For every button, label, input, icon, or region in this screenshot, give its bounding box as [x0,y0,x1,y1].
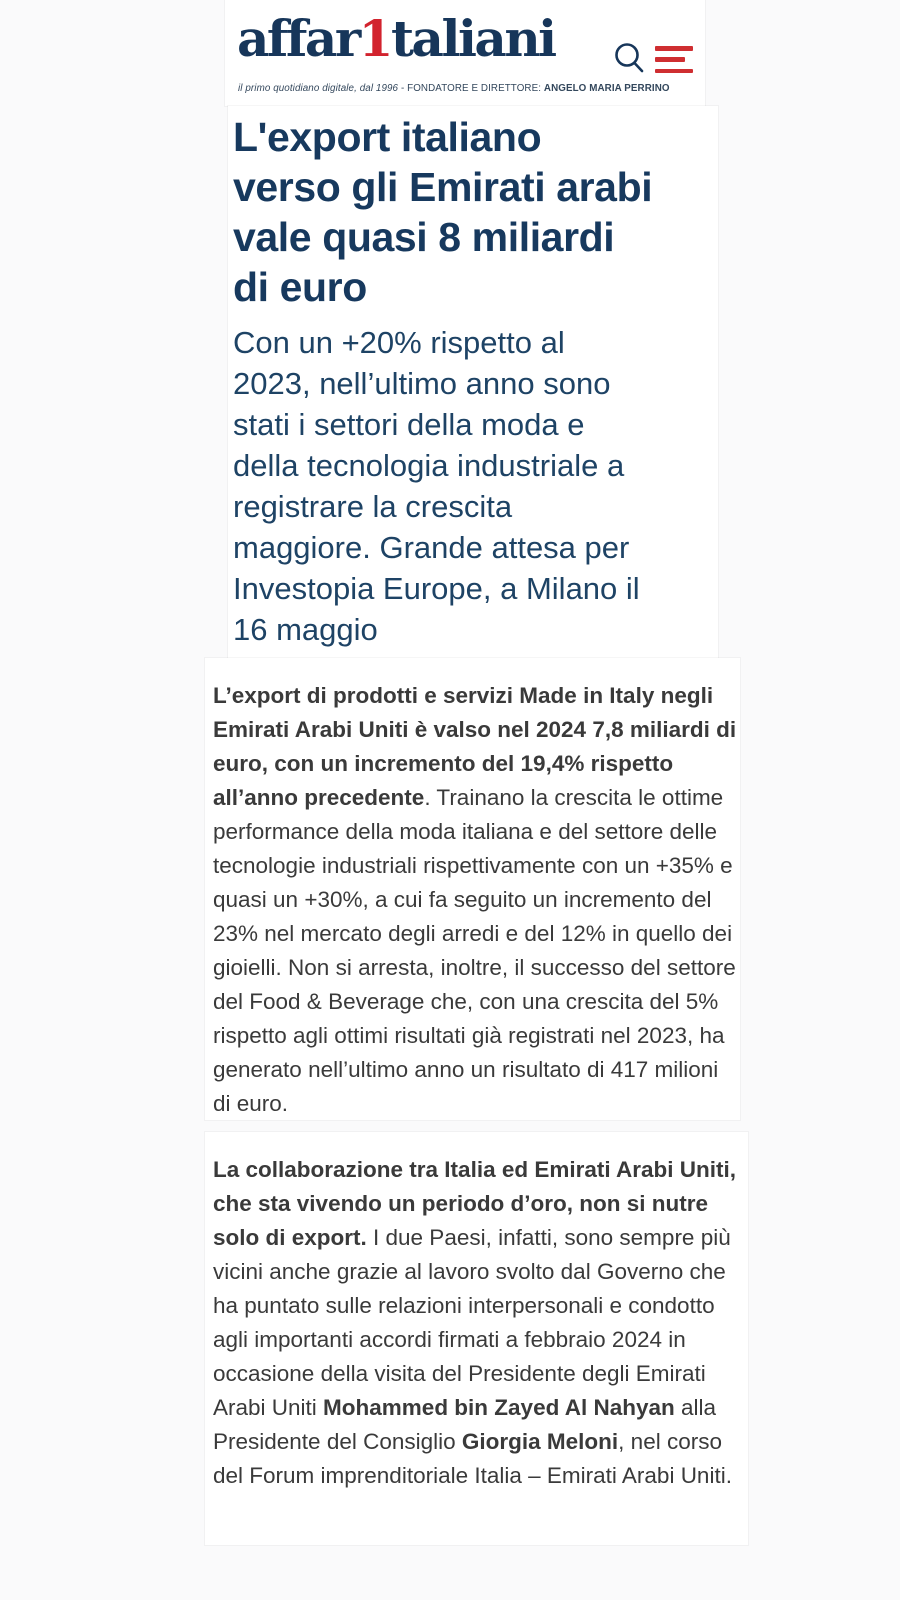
tagline-director-name: ANGELO MARIA PERRINO [543,83,670,94]
menu-bar-middle [655,57,685,62]
article-paragraph-card-2 [205,1132,748,1545]
search-icon [611,40,649,78]
logo-part-1: affar [237,9,359,68]
site-logo[interactable] [237,8,555,70]
article-header [228,106,718,658]
article-paragraph-card-1 [205,658,740,1120]
logo-part-2: taliani [390,9,555,68]
menu-bar-bottom [655,69,693,74]
menu-button[interactable] [655,46,693,73]
tagline-motto: il primo quotidiano digitale, dal 1996 [238,83,399,94]
article-paragraph-1: L’export di prodotti e servizi Made in Italy negli Emirati Arabi Uniti è valso nel 2024 7,8 miliardi di euro, con un incremento del 19,4% rispetto all’anno precedente. Trainano la crescita le ottime performance della moda italiana e del settore delle tecnologie industriali rispettivamente con un +35% e quasi un +30%, a cui fa seguito un incremento del 23% nel mercato degli arredi e del 12% in quello dei gioielli. Non si arresta, inoltre, il successo del settore del Food & Beverage che, con una crescita del 5% rispetto agli ottimi risultati già registrati nel 2023, ha generato nell’ultimo anno un risultato di 417 milioni di euro. [213,683,737,1116]
search-button[interactable] [611,40,649,78]
menu-bar-top [655,46,693,51]
hamburger-menu-icon [655,46,693,73]
site-header [225,0,705,106]
article-paragraph-2: La collaborazione tra Italia ed Emirati Arabi Uniti, che sta vivendo un periodo d’oro, non si nutre solo di export. I due Paesi, infatti, sono sempre più vicini anche grazie al lavoro svolto dal Governo che ha puntato sulle relazioni interpersonali e condotto agli importanti accordi firmati a febbraio 2024 in occasione della visita del Presidente degli Emirati Arabi Uniti Mohammed bin Zayed Al Nahyan alla Presidente del Consiglio Giorgia Meloni, nel corso del Forum imprenditoriale Italia – Emirati Arabi Uniti. [213,1157,737,1488]
logo-accent-1: 1 [358,9,391,68]
site-tagline [238,82,670,95]
article-title: L'export italiano verso gli Emirati arabi vale quasi 8 miliardi di euro [233,114,653,310]
article-subtitle: Con un +20% rispetto al 2023, nell’ultimo anno sono stati i settori della moda e della tecnologia industriale a registrare la crescita maggiore. Grande attesa per Investopia Europe, a Milano il 16 maggio [233,325,640,647]
tagline-separator: - FONDATORE E DIRETTORE: [398,83,544,94]
